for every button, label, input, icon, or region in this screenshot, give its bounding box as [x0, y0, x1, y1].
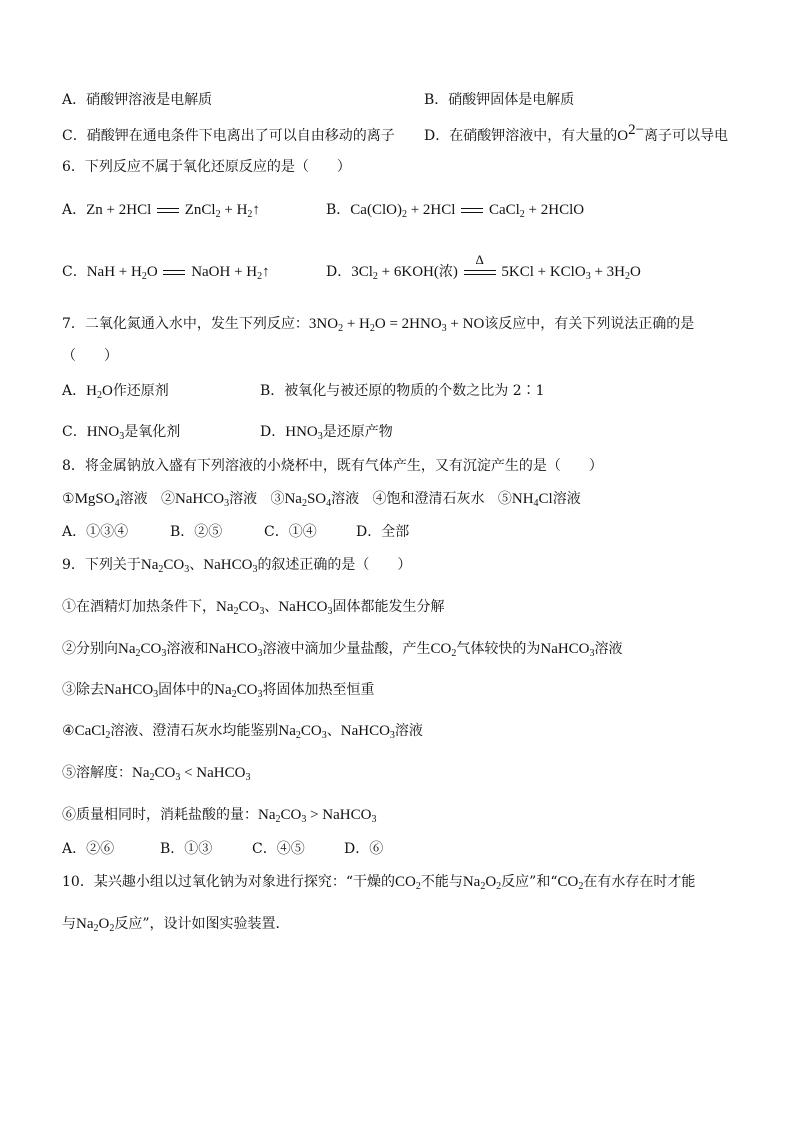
q7-option-b: B．被氧化与被还原的物质的个数之比为 2∶1 — [260, 383, 545, 399]
q10-stem-line-2: 与$Na_2O_2$反应”，设计如图实验装置． — [62, 916, 290, 934]
q8-option-c: C．①④ — [264, 524, 317, 540]
q9-statement-3: ③除去NaHCO$_3$固体中的$Na_2CO_3$将固体加热至恒重 — [62, 682, 375, 700]
q9-option-a: A．②⑥ — [62, 841, 115, 857]
q9-statement-4: ④CaCl$_2$溶液、澄清石灰水均能鉴别$Na_2CO_3$、NaHCO$_3$溶液 — [62, 723, 423, 741]
q10-stem-line-1: 10．某兴趣小组以过氧化钠为对象进行探究：“干燥的$CO_2$不能与$Na_2O_2$反应”和“$CO_2$在有水存在时才能 — [62, 874, 696, 892]
q8-option-a: A．①③④ — [62, 524, 129, 540]
q9-option-d: D．⑥ — [344, 841, 384, 857]
q7-option-a: A．$H_2O$作还原剂 — [62, 383, 169, 401]
q7-option-c: C．$HNO_3$是氧化剂 — [62, 424, 181, 442]
q6-option-b: B．$Ca(ClO)_2 + 2HCl$ CaCl$_2$ + 2HClO — [326, 202, 585, 220]
q9-statement-2: ②分别向$Na_2CO_3$溶液和NaHCO$_3$溶液中滴加少量盐酸，产生$CO_2$气体较快的为NaHCO$_3$溶液 — [62, 641, 623, 659]
q5-option-b: B．硝酸钾固体是电解质 — [424, 92, 575, 108]
q9-statement-5: ⑤溶解度：$Na_2CO_3$ < NaHCO$_3$ — [62, 765, 251, 783]
q6-option-a: A．Zn + 2HCl ZnCl$_2$ + $H_2↑$ — [62, 202, 260, 220]
q7-stem: 7．二氧化氮通入水中，发生下列反应：$3NO_2 + H_2O = 2HNO_3$ + NO该反应中，有关下列说法正确的是 — [62, 316, 695, 334]
q8-stem: 8．将金属钠放入盛有下列溶液的小烧杯中，既有气体产生，又有沉淀产生的是（ ） — [62, 458, 603, 474]
q8-option-b: B．②⑤ — [170, 524, 223, 540]
q8-option-d: D．全部 — [356, 524, 410, 540]
q5-option-c: C．硝酸钾在通电条件下电离出了可以自由移动的离子 — [62, 128, 395, 144]
q6-option-d: D．$3Cl_2 + 6KOH$(浓) Δ 5KCl + KClO$_3$ + $3H_2O$ — [326, 251, 641, 282]
q6-stem: 6．下列反应不属于氧化还原反应的是（ ） — [62, 159, 351, 175]
q7-option-d: D．$HNO_3$是还原产物 — [260, 424, 393, 442]
q9-stem: 9．下列关于$Na_2CO_3$、NaHCO$_3$的叙述正确的是（ ） — [62, 557, 412, 575]
q5-option-a: A．硝酸钾溶液是电解质 — [62, 92, 213, 108]
q7-stem-paren: （ ） — [62, 348, 118, 364]
q8-solutions: ①MgSO$_4$溶液 ②NaHCO$_3$溶液 $③Na_2SO_4$溶液 ④饱和澄清石灰水 $⑤NH_4Cl$溶液 — [62, 491, 581, 509]
q9-statement-6: ⑥质量相同时，消耗盐酸的量：$Na_2CO_3$ > NaHCO$_3$ — [62, 807, 377, 825]
q9-statement-1: ①在酒精灯加热条件下，$Na_2CO_3$、NaHCO$_3$固体都能发生分解 — [62, 599, 445, 617]
q5-option-d: D．在硝酸钾溶液中，有大量的$O^{2-}$离子可以导电 — [424, 122, 729, 144]
q9-option-b: B．①③ — [160, 841, 213, 857]
q6-option-c: C．NaH + $H_2O$ NaOH + $H_2↑$ — [62, 264, 270, 282]
q9-option-c: C．④⑤ — [252, 841, 305, 857]
